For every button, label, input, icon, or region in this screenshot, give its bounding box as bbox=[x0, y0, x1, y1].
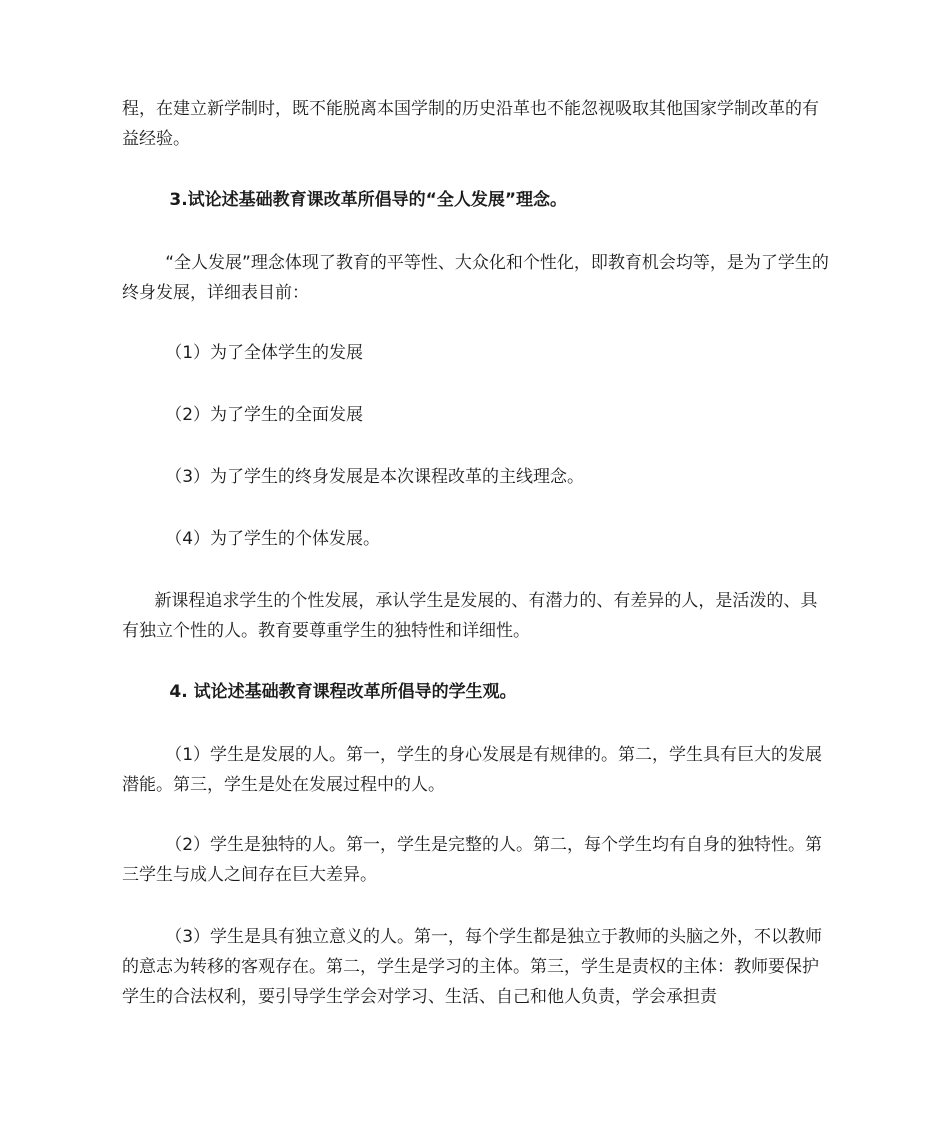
paragraph-continuation: 程，在建立新学制时，既不能脱离本国学制的历史沿革也不能忽视吸取其他国家学制改革的有益经验。 bbox=[122, 99, 819, 149]
list-item-1: （1）为了全体学生的发展 bbox=[122, 343, 364, 363]
student-view-point-1: （1）学生是发展的人。第一，学生的身心发展是有规律的。第二，学生具有巨大的发展潜能。第三，学生是处在发展过程中的人。 bbox=[122, 745, 823, 795]
quanren-fazhan-paragraph: “全人发展”理念体现了教育的平等性、大众化和个性化，即教育机会均等，是为了学生的终身发展，详细表目前： bbox=[122, 253, 829, 303]
list-item-3: （3）为了学生的终身发展是本次课程改革的主线理念。 bbox=[122, 467, 585, 487]
question-4-heading: 4. 试论述基础教育课程改革所倡导的学生观。 bbox=[122, 682, 517, 702]
student-view-point-2: （2）学生是独特的人。第一，学生是完整的人。第二，每个学生均有自身的独特性。第三学生与成人之间存在巨大差异。 bbox=[122, 835, 823, 885]
student-view-point-3: （3）学生是具有独立意义的人。第一，每个学生都是独立于教师的头脑之外，不以教师的意志为转移的客观存在。第二，学生是学习的主体。第三，学生是责权的主体：教师要保护学生的合法权利，要引导学生学会对学习、生活、自己和他人负责，学会承担责 bbox=[122, 927, 823, 1007]
question-3-heading: 3.试论述基础教育课改革所倡导的“全人发展”理念。 bbox=[122, 190, 567, 210]
new-curriculum-paragraph: 新课程追求学生的个性发展，承认学生是发展的、有潜力的、有差异的人，是活泼的、具有独立个性的人。教育要尊重学生的独特性和详细性。 bbox=[122, 591, 818, 641]
list-item-2: （2）为了学生的全面发展 bbox=[122, 405, 364, 425]
list-item-4: （4）为了学生的个体发展。 bbox=[122, 529, 381, 549]
